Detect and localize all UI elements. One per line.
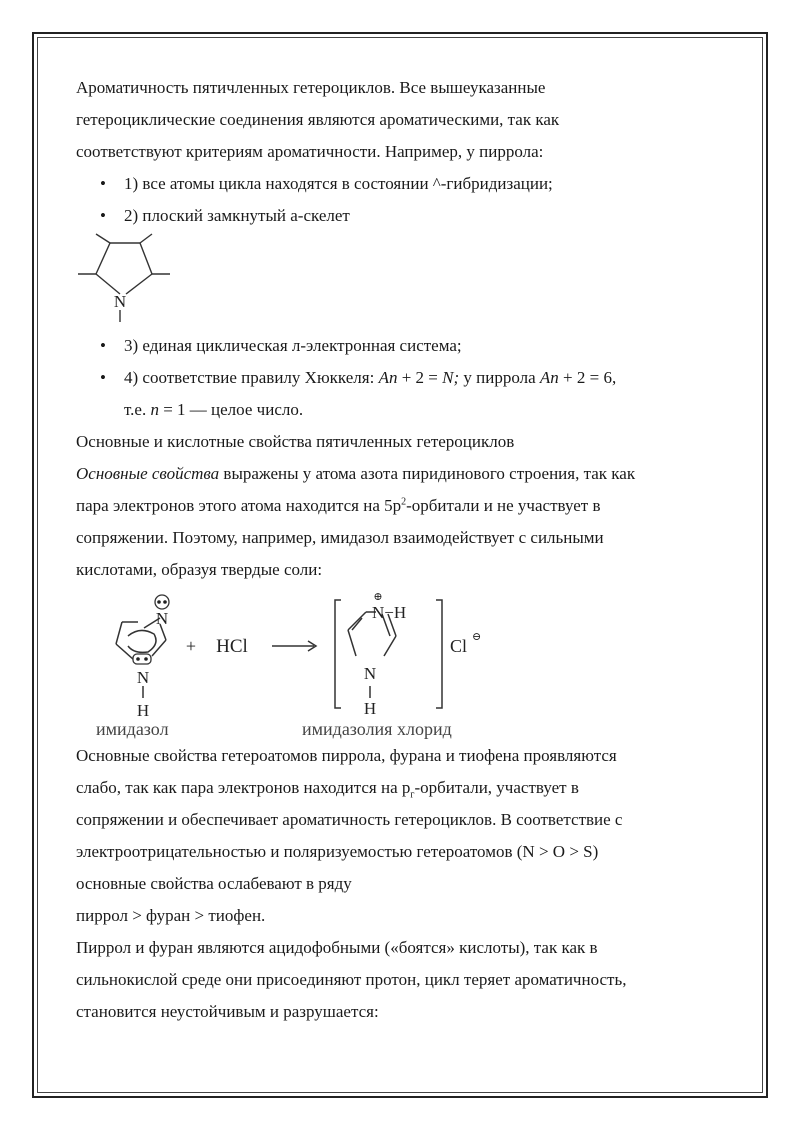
imidazole-n-bottom: N: [136, 668, 150, 687]
formula-an: An: [378, 368, 398, 387]
formula-text: у пиррола: [459, 368, 540, 387]
imidazole-reaction-figure: [76, 590, 736, 740]
formula-text: = 1 — целое число.: [158, 400, 304, 419]
term-italic: Основные свойства: [76, 464, 220, 483]
text-line: становится неустойчивым и разрушается:: [76, 1002, 379, 1021]
imidazolium-n-h: N−H: [372, 603, 407, 622]
formula-text: + 2 =: [397, 368, 443, 387]
section-heading: Основные и кислотные свойства пятичленных гетероциклов: [76, 432, 515, 451]
text-line: Ароматичность пятичленных гетероциклов. Все вышеуказанные: [76, 78, 546, 97]
pyrrole-ring-diagram: [76, 232, 186, 330]
reaction-diagram: [76, 590, 506, 740]
paragraph-heteroatom-basicity: [76, 740, 736, 932]
bullet-icon: •: [100, 206, 106, 225]
formula-text: + 2 = 6,: [558, 368, 617, 387]
bullet-icon: •: [100, 174, 106, 193]
imidazolium-h: H: [363, 699, 377, 718]
paragraph-basic-properties: [76, 458, 736, 586]
formula-an: An: [539, 368, 559, 387]
lone-pair-top: [155, 595, 169, 609]
text-line: кислотами, образуя твердые соли:: [76, 560, 323, 579]
label-imidazolium-chloride: имидазолия хлорид: [302, 719, 452, 739]
label-imidazole: имидазол: [96, 719, 169, 739]
list-item: [76, 200, 736, 232]
list-item-text: 2) плоский замкнутый а-скелет: [124, 206, 350, 225]
formula-n: n: [150, 400, 159, 419]
list-item: [76, 362, 736, 426]
list-item-text: 4) соответствие правилу Хюккеля:: [124, 368, 379, 387]
bracket-right: [436, 600, 442, 708]
list-item-text: 3) единая циклическая л-электронная система;: [124, 336, 462, 355]
pyrrole-skeleton-figure: [76, 232, 736, 330]
text-line: соответствуют критериям ароматичности. Например, у пиррола:: [76, 142, 544, 161]
text-span: -орбитали и не участвует в: [406, 496, 601, 515]
document-body: [76, 72, 736, 1028]
superscript: 2: [401, 496, 407, 508]
text-line: Основные свойства гетероатомов пиррола, фурана и тиофена проявляются: [76, 746, 617, 765]
criteria-list-part2: [76, 330, 736, 426]
plus-sign: +: [185, 636, 197, 656]
text-span: -орбитали, участвует в: [414, 778, 579, 797]
positive-charge: ⊕: [373, 591, 383, 603]
text-line: сопряжении и обеспечивает ароматичность гетероциклов. В соответствие с: [76, 810, 623, 829]
text-span: пара электронов этого атома находится на 5р: [76, 496, 402, 515]
negative-charge: ⊖: [472, 631, 482, 643]
list-item: [76, 330, 736, 362]
criteria-list-part1: [76, 168, 736, 232]
text-line: основные свойства ослабевают в ряду: [76, 874, 352, 893]
imidazole-n-top: N: [155, 609, 169, 628]
pyrrole-n-atom: N: [113, 292, 127, 311]
text-span: слабо, так как пара электронов находится на р: [76, 778, 411, 797]
subscript: г: [410, 789, 415, 801]
text-line: электроотрицательностью и поляризуемостью гетероатомов (N > О > S): [76, 842, 599, 861]
bracket-left: [335, 600, 341, 708]
reagent-hcl: HCl: [216, 636, 248, 657]
list-item-text: 1) все атомы цикла находятся в состоянии ^-гибридизации;: [124, 174, 553, 193]
list-item: [76, 168, 736, 200]
text-line: пиррол > фуран > тиофен.: [76, 906, 266, 925]
imidazolium-n-bottom: N: [363, 664, 377, 683]
bullet-icon: •: [100, 368, 106, 387]
text-line: сопряжении. Поэтому, например, имидазол взаимодействует с сильными: [76, 528, 604, 547]
text-line: [76, 772, 736, 804]
bullet-icon: •: [100, 336, 106, 355]
text-line: сильнокислой среде они присоединяют протон, цикл теряет ароматичность,: [76, 970, 627, 989]
paragraph-aromaticity: [76, 72, 736, 168]
text-line: [76, 458, 736, 490]
lone-pair-ring: [133, 654, 151, 664]
text-line: гетероциклические соединения являются ароматическими, так как: [76, 110, 560, 129]
text-span: выражены у атома азота пиридинового строения, так как: [219, 464, 636, 483]
reaction-arrow: [272, 641, 316, 651]
paragraph-acidophobic: [76, 932, 736, 1028]
formula-text: т.е.: [124, 400, 151, 419]
chloride-ion: Cl: [450, 636, 468, 656]
imidazole-h: H: [136, 701, 150, 720]
text-line: [76, 490, 736, 522]
text-line: Пиррол и фуран являются ацидофобными («боятся» кислоты), так как в: [76, 938, 598, 957]
imidazolium-ring: [348, 612, 396, 698]
formula-n: N;: [442, 368, 460, 387]
